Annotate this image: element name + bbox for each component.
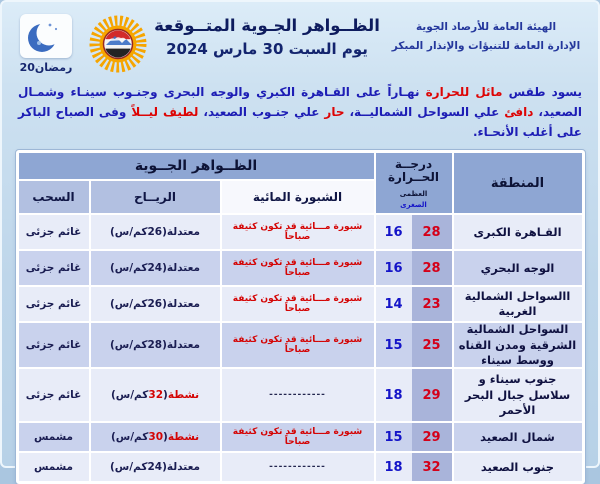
- temp-max-value: 28: [412, 215, 452, 249]
- wind-type: معتدلة: [166, 262, 200, 275]
- meteorology-logo-icon: [84, 12, 148, 74]
- temp-max-value: 29: [412, 369, 452, 421]
- ramadan-block: [12, 12, 84, 74]
- forecast-text: وفى الصباح الباكر على أغلب الأنحـاء.: [18, 104, 582, 139]
- fog-cell: ------------: [222, 453, 374, 481]
- temp-min-value: 16: [384, 260, 403, 276]
- temperature-cell: [376, 369, 452, 421]
- fog-cell: شبورة مـــائية قد تكون كثيفة صباحاً: [222, 423, 374, 451]
- wind-cell: معتدلة ( 26 كم/س): [91, 215, 220, 249]
- wind-speed: 26: [147, 226, 163, 239]
- forecast-highlight: مائل للحرارة: [425, 85, 503, 99]
- temperature-cell: [376, 423, 452, 451]
- clouds-cell: غائم جزئى: [19, 215, 89, 249]
- column-header-clouds: السحب: [19, 181, 89, 213]
- wind-speed: 24: [147, 262, 163, 275]
- clouds-cell: غائم جزئى: [19, 369, 89, 421]
- clouds-cell: مشمس: [19, 423, 89, 451]
- region-cell: االسواحل الشمالية الغربية: [454, 287, 582, 321]
- temperature-split: [376, 323, 452, 367]
- temperature-cell: [376, 215, 452, 249]
- column-header-temperature: [376, 153, 452, 213]
- crescent-moon-icon: [23, 16, 69, 56]
- temperature-cell: [376, 287, 452, 321]
- wind-type: معتدلة: [166, 339, 200, 352]
- region-cell: شمال الصعيد: [454, 423, 582, 451]
- temp-header-word1: درجــة: [394, 156, 433, 171]
- fog-cell: شبورة مـــائية قد تكون كثيفة صباحاً: [222, 287, 374, 321]
- temp-min-value: 15: [384, 429, 403, 445]
- temperature-split: [376, 251, 452, 285]
- wind-cell: معتدلة ( 24 كم/س): [91, 251, 220, 285]
- temperature-cell: [376, 251, 452, 285]
- fog-cell: شبورة مـــائية قد تكون كثيفة صباحاً: [222, 215, 374, 249]
- temperature-split: [376, 287, 452, 321]
- temp-max-value: 32: [412, 453, 452, 481]
- region-cell: القـاهرة الكبرى: [454, 215, 582, 249]
- forecast-summary-paragraph: [18, 83, 582, 142]
- region-cell: السواحل الشمالية الشرقية ومدن القناه ووسط سيناء: [454, 323, 582, 367]
- organization-block: [386, 12, 586, 56]
- region-cell: جنوب سيناء و سلاسل جبال البحر الأحمر: [454, 369, 582, 421]
- temp-min-value: 14: [384, 296, 403, 312]
- forecast-highlight: دافئ: [504, 104, 534, 119]
- temp-header-word2: الحــرارة: [387, 170, 440, 185]
- clouds-cell: مشمس: [19, 453, 89, 481]
- wind-speed: 30: [148, 431, 164, 444]
- wind-type: نشطة: [167, 389, 200, 402]
- wind-speed: 26: [147, 298, 163, 311]
- clouds-cell: غائم جزئى: [19, 323, 89, 367]
- fog-cell: شبورة مـــائية قد تكون كثيفة صباحاً: [222, 323, 374, 367]
- column-header-wind: الريــاح: [91, 181, 220, 213]
- ramadan-crescent-icon: [20, 14, 72, 58]
- temp-max-value: 28: [412, 251, 452, 285]
- column-header-region: المنطقة: [454, 153, 582, 213]
- wind-speed: 28: [147, 339, 163, 352]
- page-title: الظــواهر الجـوية المتــوقعة: [154, 16, 380, 35]
- temperature-split: [376, 215, 452, 249]
- wind-cell: معتدلة ( 24 كم/س): [91, 453, 220, 481]
- forecast-highlight: لطيف ليــلاً: [131, 104, 199, 119]
- wind-cell: نشطة ( 30 كم/س): [91, 423, 220, 451]
- temp-min-value: 18: [384, 387, 403, 403]
- region-cell: جنوب الصعيد: [454, 453, 582, 481]
- temperature-cell: [376, 323, 452, 367]
- sun-flag-logo-icon: [88, 14, 148, 74]
- temp-max-value: 29: [412, 423, 452, 451]
- forecast-highlight: حار: [324, 104, 345, 119]
- wind-cell: نشطة ( 32 كم/س): [91, 369, 220, 421]
- group-header-phenomena: الظــواهر الجــوية: [19, 153, 374, 179]
- title-block: [148, 12, 386, 58]
- temp-header-min-label: الصغرى: [400, 201, 427, 210]
- wind-speed: 24: [147, 461, 163, 474]
- forecast-text: علي السواحل الشماليــة،: [344, 104, 505, 119]
- wind-speed: 32: [148, 389, 164, 402]
- organization-name: الهيئة العامة للأرصاد الجوية: [415, 21, 557, 33]
- wind-cell: معتدلة ( 26 كم/س): [91, 287, 220, 321]
- temp-min-value: 15: [384, 337, 403, 353]
- bulletin-header: [2, 2, 598, 74]
- wind-type: نشطة: [167, 431, 200, 444]
- clouds-cell: غائم جزئى: [19, 251, 89, 285]
- temp-min-value: 18: [384, 459, 403, 475]
- column-header-fog: الشبورة المائية: [222, 181, 374, 213]
- wind-type: معتدلة: [166, 226, 200, 239]
- forecast-text: يسود طقس: [502, 85, 583, 99]
- temperature-split: [376, 423, 452, 451]
- temperature-split: [376, 369, 452, 421]
- clouds-cell: غائم جزئى: [19, 287, 89, 321]
- forecast-text: علي جنـوب الصعيد،: [198, 104, 325, 119]
- wind-type: معتدلة: [166, 298, 200, 311]
- temp-min-value: 16: [384, 224, 403, 240]
- wind-cell: معتدلة ( 28 كم/س): [91, 323, 220, 367]
- region-cell: الوجه البحري: [454, 251, 582, 285]
- weather-table: [16, 150, 585, 484]
- fog-cell: ------------: [222, 369, 374, 421]
- temperature-split: [376, 453, 452, 481]
- bulletin-date: يوم السبت 30 مارس 2024: [166, 40, 368, 58]
- temp-header-line2: [376, 171, 452, 201]
- ramadan-day-label: رمضان20: [19, 61, 73, 74]
- wind-type: معتدلة: [166, 461, 200, 474]
- fog-cell: شبورة مـــائية قد تكون كثيفة صباحاً: [222, 251, 374, 285]
- organization-department: الإدارة العامة للتنبؤات والإنذار المبكر: [391, 39, 581, 52]
- temp-header-max-label: العظمى: [399, 190, 428, 199]
- temp-max-value: 23: [412, 287, 452, 321]
- temperature-cell: [376, 453, 452, 481]
- forecast-text: نهـاراً على القـاهرة الكبري والوجه البحرى وجنـوب سينـاء وشمـال الصعيد،: [18, 85, 582, 119]
- temp-max-value: 25: [412, 323, 452, 367]
